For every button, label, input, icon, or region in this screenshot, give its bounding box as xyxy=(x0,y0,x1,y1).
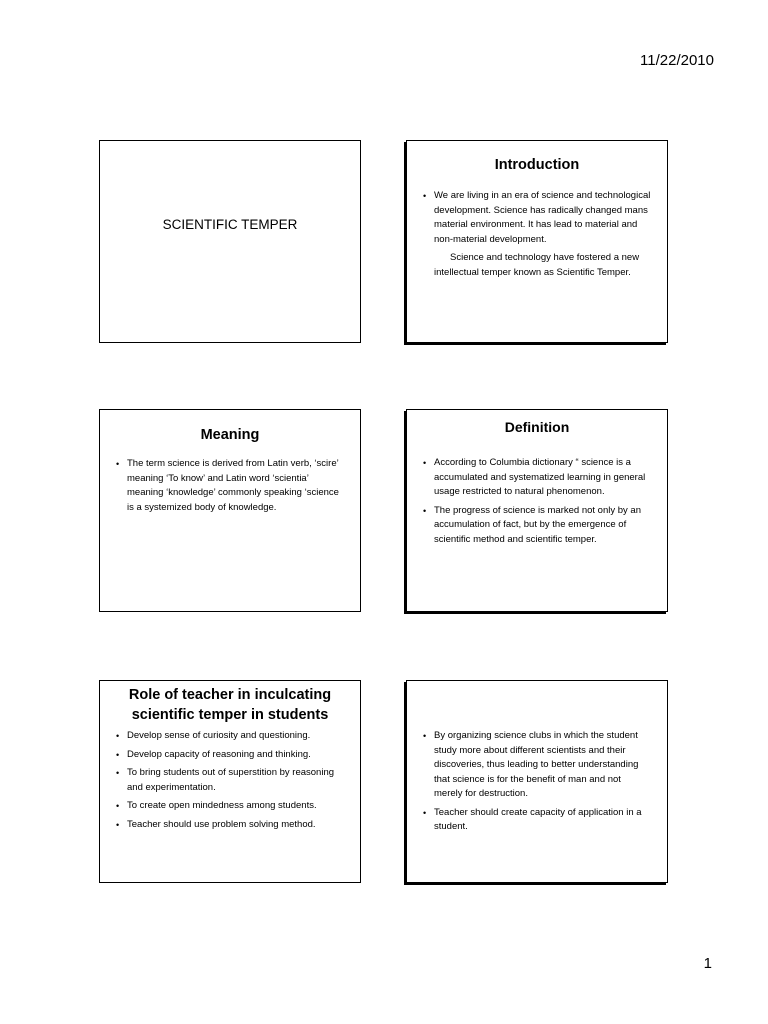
list-item: • To bring students out of superstition by reasoning and experimentation. xyxy=(116,766,346,795)
list-item: • We are living in an era of science and technological development. Science has radically changed mans material environment. It has lead to material and non-material development. xyxy=(423,189,651,247)
list-item: • To create open mindedness among students. xyxy=(116,799,346,814)
list-item: • Develop capacity of reasoning and thinking. xyxy=(116,748,346,763)
slide-title: Definition xyxy=(504,419,570,435)
slide-title: Introduction xyxy=(494,157,580,173)
bullet-list xyxy=(423,189,651,247)
slide-introduction xyxy=(406,140,668,343)
list-item: • Teacher should use problem solving method. xyxy=(116,818,346,833)
list-item: • The progress of science is marked not only by an accumulation of fact, but by the emergence of scientific method and scientific temper. xyxy=(423,504,651,548)
slide-title: Meaning xyxy=(200,427,260,443)
page-number: 1 xyxy=(703,955,712,972)
list-item: • The term science is derived from Latin verb, ‘scire’ meaning ‘To know’ and Latin word ‘scientia’ meaning ‘knowledge’ commonly speaking ‘science is a systemized body of knowledge. xyxy=(116,457,344,515)
bullet-list xyxy=(423,729,651,835)
page-date: 11/22/2010 xyxy=(640,52,714,69)
list-item: • According to Columbia dictionary “ science is a accumulated and systematized learning in general usage restricted to natural phenomenon. xyxy=(423,456,651,500)
slide-title: Role of teacher in inculcating scientific temper in students xyxy=(128,687,332,723)
slide-title: SCIENTIFIC TEMPER xyxy=(162,217,298,232)
slide-role-of-teacher xyxy=(99,680,361,883)
slide-definition xyxy=(406,409,668,612)
bullet-list xyxy=(116,457,344,515)
list-item: • Develop sense of curiosity and questioning. xyxy=(116,729,346,744)
bullet-list xyxy=(116,729,346,832)
slide-title-slide xyxy=(99,140,361,343)
slide-teacher-continued xyxy=(406,680,668,883)
bullet-list xyxy=(423,456,651,547)
list-item: • By organizing science clubs in which the student study more about different scientists and their discoveries, thus leading to better understanding that science is for the benefit of man and not merely for destruction. xyxy=(423,729,651,802)
slide-paragraph: Science and technology have fostered a new intellectual temper known as Scientific Temper. xyxy=(434,252,640,278)
list-item: • Teacher should create capacity of application in a student. xyxy=(423,806,651,835)
slide-meaning xyxy=(99,409,361,612)
